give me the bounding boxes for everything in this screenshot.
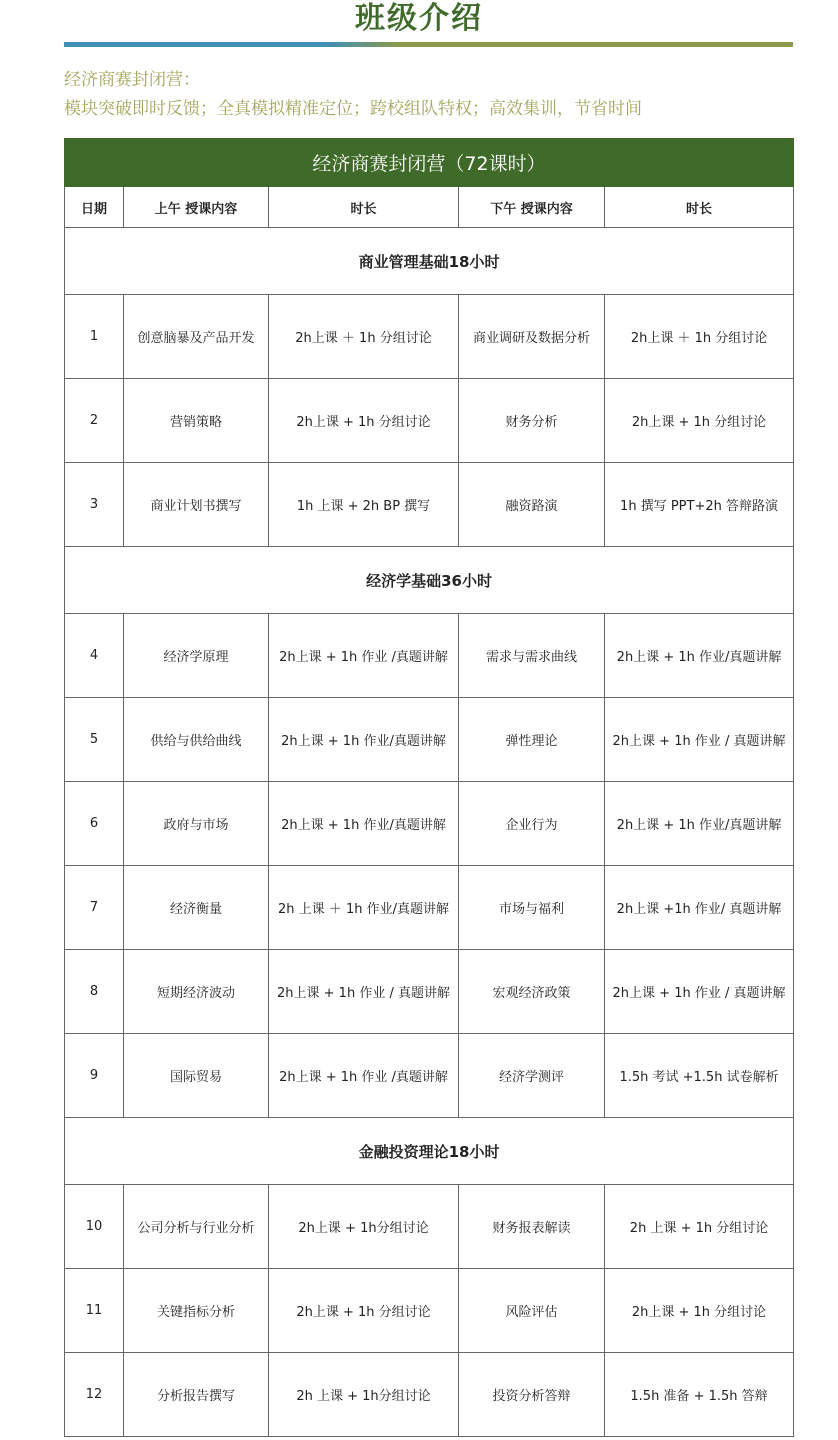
title-divider [64, 42, 793, 47]
table-header-row [65, 187, 794, 228]
intro-block [64, 66, 804, 124]
morning-duration-cell: 2h上课 + 1h 作业 / 真题讲解 [269, 950, 459, 1034]
morning-content-cell: 供给与供给曲线 [124, 698, 269, 782]
afternoon-content-cell: 需求与需求曲线 [459, 614, 605, 698]
morning-duration-cell: 2h上课 + 1h 作业/真题讲解 [269, 782, 459, 866]
day-cell: 2 [65, 379, 124, 463]
section-title: 商业管理基础18小时 [65, 228, 794, 295]
morning-duration-cell: 2h上课 ＋ 1h 分组讨论 [269, 295, 459, 379]
morning-duration-cell: 1h 上课 + 2h BP 撰写 [269, 463, 459, 547]
afternoon-duration-cell: 1.5h 考试 +1.5h 试卷解析 [605, 1034, 794, 1118]
schedule-table [64, 138, 794, 1437]
table-row [65, 866, 794, 950]
section-row [65, 1118, 794, 1185]
morning-duration-cell: 2h上课 + 1h 分组讨论 [269, 379, 459, 463]
day-cell: 1 [65, 295, 124, 379]
intro-heading: 经济商赛封闭营： [64, 70, 200, 90]
table-row [65, 614, 794, 698]
section-title: 金融投资理论18小时 [65, 1118, 794, 1185]
morning-content-cell: 公司分析与行业分析 [124, 1185, 269, 1269]
morning-content-cell: 短期经济波动 [124, 950, 269, 1034]
day-cell: 11 [65, 1269, 124, 1353]
day-cell: 8 [65, 950, 124, 1034]
morning-content-cell: 经济学原理 [124, 614, 269, 698]
afternoon-duration-cell: 1h 撰写 PPT+2h 答辩路演 [605, 463, 794, 547]
table-row [65, 1353, 794, 1437]
day-cell: 6 [65, 782, 124, 866]
afternoon-content-cell: 企业行为 [459, 782, 605, 866]
day-cell: 3 [65, 463, 124, 547]
table-row [65, 1185, 794, 1269]
column-header-afternoon-duration: 时长 [605, 187, 794, 228]
section-title: 经济学基础36小时 [65, 547, 794, 614]
afternoon-duration-cell: 2h上课 + 1h 作业 / 真题讲解 [605, 698, 794, 782]
day-cell: 10 [65, 1185, 124, 1269]
section-row [65, 547, 794, 614]
table-row [65, 698, 794, 782]
afternoon-content-cell: 宏观经济政策 [459, 950, 605, 1034]
column-header-morning-content: 上午 授课内容 [124, 187, 269, 228]
afternoon-content-cell: 市场与福利 [459, 866, 605, 950]
morning-content-cell: 分析报告撰写 [124, 1353, 269, 1437]
morning-duration-cell: 2h上课 + 1h 作业/真题讲解 [269, 698, 459, 782]
afternoon-content-cell: 弹性理论 [459, 698, 605, 782]
morning-content-cell: 关键指标分析 [124, 1269, 269, 1353]
morning-duration-cell: 2h上课 + 1h 作业 /真题讲解 [269, 614, 459, 698]
morning-content-cell: 国际贸易 [124, 1034, 269, 1118]
page-title: 班级介绍 [355, 1, 483, 36]
table-banner-row [65, 139, 794, 187]
afternoon-duration-cell: 2h上课 +1h 作业/ 真题讲解 [605, 866, 794, 950]
afternoon-content-cell: 风险评估 [459, 1269, 605, 1353]
morning-duration-cell: 2h上课 + 1h 作业 /真题讲解 [269, 1034, 459, 1118]
afternoon-duration-cell: 2h 上课 + 1h 分组讨论 [605, 1185, 794, 1269]
afternoon-content-cell: 融资路演 [459, 463, 605, 547]
morning-duration-cell: 2h 上课 + 1h分组讨论 [269, 1353, 459, 1437]
column-header-afternoon-content: 下午 授课内容 [459, 187, 605, 228]
morning-content-cell: 政府与市场 [124, 782, 269, 866]
afternoon-content-cell: 投资分析答辩 [459, 1353, 605, 1437]
section-row [65, 228, 794, 295]
morning-duration-cell: 2h 上课 ＋ 1h 作业/真题讲解 [269, 866, 459, 950]
column-header-morning-duration: 时长 [269, 187, 459, 228]
afternoon-duration-cell: 2h上课 + 1h 分组讨论 [605, 1269, 794, 1353]
table-row [65, 295, 794, 379]
morning-content-cell: 营销策略 [124, 379, 269, 463]
afternoon-duration-cell: 2h上课 + 1h 作业/真题讲解 [605, 614, 794, 698]
afternoon-duration-cell: 2h上课 + 1h 作业/真题讲解 [605, 782, 794, 866]
morning-duration-cell: 2h上课 + 1h分组讨论 [269, 1185, 459, 1269]
afternoon-content-cell: 经济学测评 [459, 1034, 605, 1118]
day-cell: 7 [65, 866, 124, 950]
table-row [65, 782, 794, 866]
table-banner: 经济商赛封闭营（72课时） [65, 139, 794, 187]
morning-content-cell: 经济衡量 [124, 866, 269, 950]
afternoon-duration-cell: 2h上课 + 1h 作业 / 真题讲解 [605, 950, 794, 1034]
intro-features: 模块突破即时反馈；全真模拟精准定位；跨校组队特权；高效集训，节省时间 [64, 99, 642, 119]
morning-duration-cell: 2h上课 + 1h 分组讨论 [269, 1269, 459, 1353]
afternoon-duration-cell: 2h上课 + 1h 分组讨论 [605, 379, 794, 463]
column-header-date: 日期 [65, 187, 124, 228]
afternoon-content-cell: 财务报表解读 [459, 1185, 605, 1269]
table-row [65, 1269, 794, 1353]
afternoon-duration-cell: 1.5h 准备 + 1.5h 答辩 [605, 1353, 794, 1437]
morning-content-cell: 创意脑暴及产品开发 [124, 295, 269, 379]
day-cell: 12 [65, 1353, 124, 1437]
afternoon-content-cell: 商业调研及数据分析 [459, 295, 605, 379]
day-cell: 9 [65, 1034, 124, 1118]
afternoon-duration-cell: 2h上课 ＋ 1h 分组讨论 [605, 295, 794, 379]
day-cell: 4 [65, 614, 124, 698]
table-row [65, 379, 794, 463]
table-row [65, 463, 794, 547]
afternoon-content-cell: 财务分析 [459, 379, 605, 463]
morning-content-cell: 商业计划书撰写 [124, 463, 269, 547]
day-cell: 5 [65, 698, 124, 782]
schedule-body [65, 228, 794, 1437]
table-row [65, 1034, 794, 1118]
table-row [65, 950, 794, 1034]
